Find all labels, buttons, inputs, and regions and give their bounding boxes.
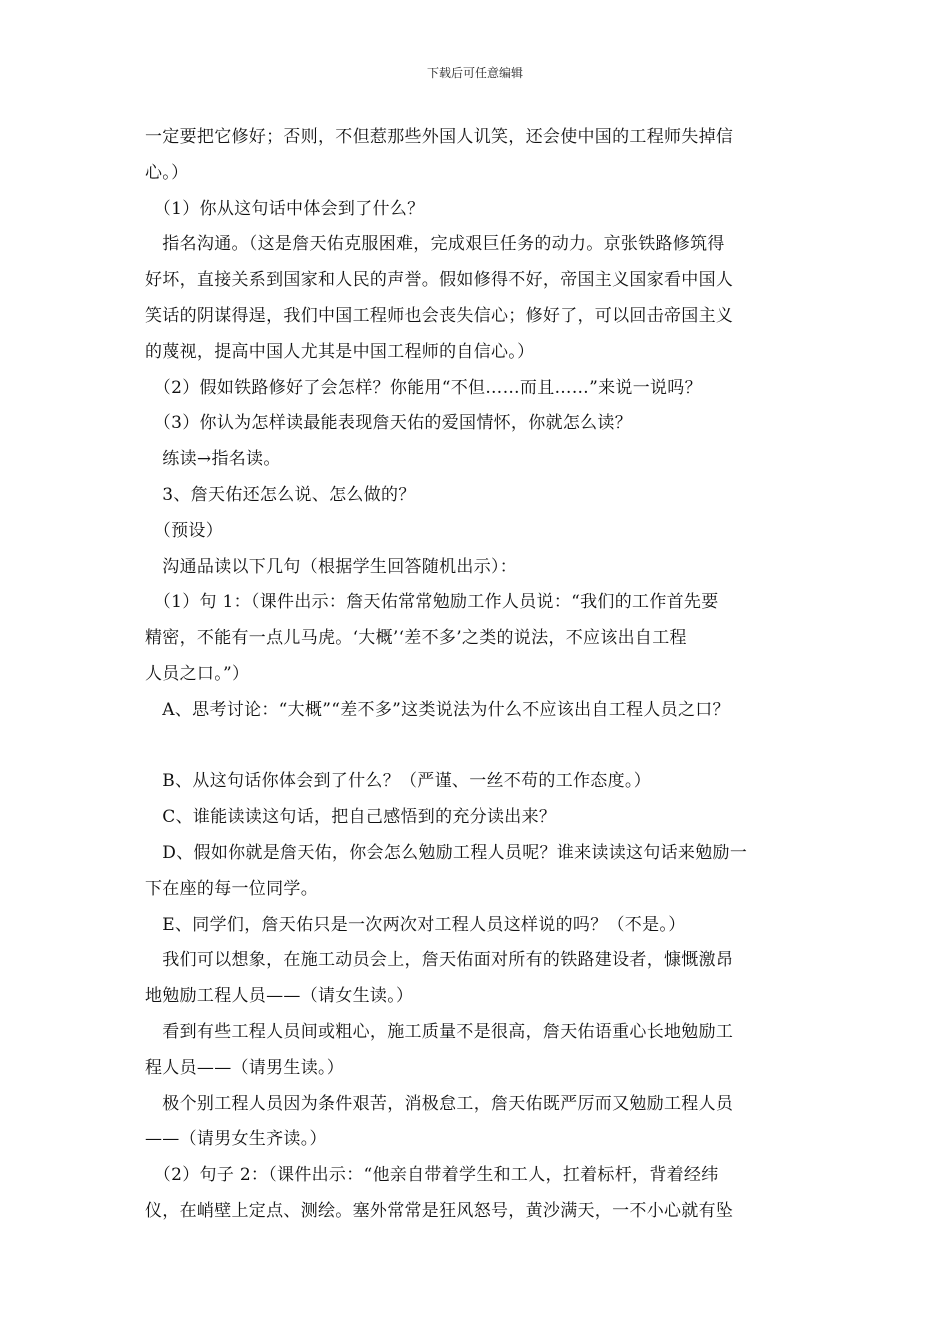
paragraph-line: （1）你从这句话中体会到了什么？ bbox=[145, 198, 425, 219]
paragraph-line: 看到有些工程人员间或粗心，施工质量不是很高，詹天佑语重心长地勉励工 bbox=[145, 1021, 734, 1042]
paragraph-line: 好坏，直接关系到国家和人民的声誉。假如修得不好，帝国主义国家看中国人 bbox=[145, 270, 734, 291]
paragraph-line: 地勉励工程人员——（请女生读。） bbox=[145, 986, 414, 1007]
paragraph-line: 3、詹天佑还怎么说、怎么做的？ bbox=[145, 484, 416, 505]
page-header: 下载后可任意编辑 bbox=[426, 66, 523, 80]
paragraph-line: 沟通品读以下几句（根据学生回答随机出示）： bbox=[145, 556, 518, 577]
paragraph-line: （3）你认为怎样读最能表现詹天佑的爱国情怀，你就怎么读？ bbox=[145, 413, 633, 434]
paragraph-line: A、思考讨论：“大概”“差不多”这类说法为什么不应该出自工程人员之口？ bbox=[145, 699, 730, 720]
paragraph-line: 仪，在峭壁上定点、测绘。塞外常常是狂风怒号，黄沙满天，一不小心就有坠 bbox=[145, 1200, 734, 1221]
paragraph-line: 我们可以想象，在施工动员会上，詹天佑面对所有的铁路建设者，慷慨激昂 bbox=[145, 950, 734, 971]
paragraph-line: 心。） bbox=[145, 162, 189, 183]
paragraph-line: （预设） bbox=[145, 520, 223, 541]
paragraph-line: 下在座的每一位同学。 bbox=[145, 878, 318, 899]
paragraph-line: E、同学们，詹天佑只是一次两次对工程人员这样说的吗？（不是。） bbox=[145, 914, 686, 935]
paragraph-line: （2）假如铁路修好了会怎样？你能用“不但……而且……”来说一说吗？ bbox=[145, 377, 702, 398]
paragraph-line: 人员之口。”） bbox=[145, 663, 250, 684]
paragraph-line: C、谁能读读这句话，把自己感悟到的充分读出来？ bbox=[145, 807, 557, 828]
paragraph-line: D、假如你就是詹天佑，你会怎么勉励工程人员呢？谁来读读这句话来勉励一 bbox=[145, 842, 748, 863]
paragraph-line: 笑话的阴谋得逞，我们中国工程师也会丧失信心；修好了，可以回击帝国主义 bbox=[145, 305, 734, 326]
paragraph-line: （2）句子 2：（课件出示：“他亲自带着学生和工人，扛着标杆，背着经纬 bbox=[145, 1165, 719, 1186]
paragraph-line: 精密，不能有一点儿马虎。‘大概’‘差不多’之类的说法，不应该出自工程 bbox=[145, 628, 687, 649]
paragraph-line: 一定要把它修好；否则，不但惹那些外国人讥笑，还会使中国的工程师失掉信 bbox=[145, 127, 734, 147]
paragraph-line: 练读→指名读。 bbox=[145, 449, 281, 470]
paragraph-line: （1）句 1：（课件出示：詹天佑常常勉励工作人员说：“我们的工作首先要 bbox=[145, 592, 719, 613]
paragraph-line: 指名沟通。（这是詹天佑克服困难，完成艰巨任务的动力。京张铁路修筑得 bbox=[145, 234, 725, 255]
paragraph-line: 程人员——（请男生读。） bbox=[145, 1057, 345, 1078]
paragraph-line: 极个别工程人员因为条件艰苦，消极怠工，詹天佑既严厉而又勉励工程人员 bbox=[145, 1093, 734, 1114]
paragraph-line: B、从这句话你体会到了什么？（严谨、一丝不苟的工作态度。） bbox=[145, 771, 651, 792]
paragraph-line: ——（请男女生齐读。） bbox=[145, 1129, 327, 1150]
document-body bbox=[145, 120, 815, 1230]
paragraph-line: 的蔑视，提高中国人尤其是中国工程师的自信心。） bbox=[145, 341, 535, 362]
